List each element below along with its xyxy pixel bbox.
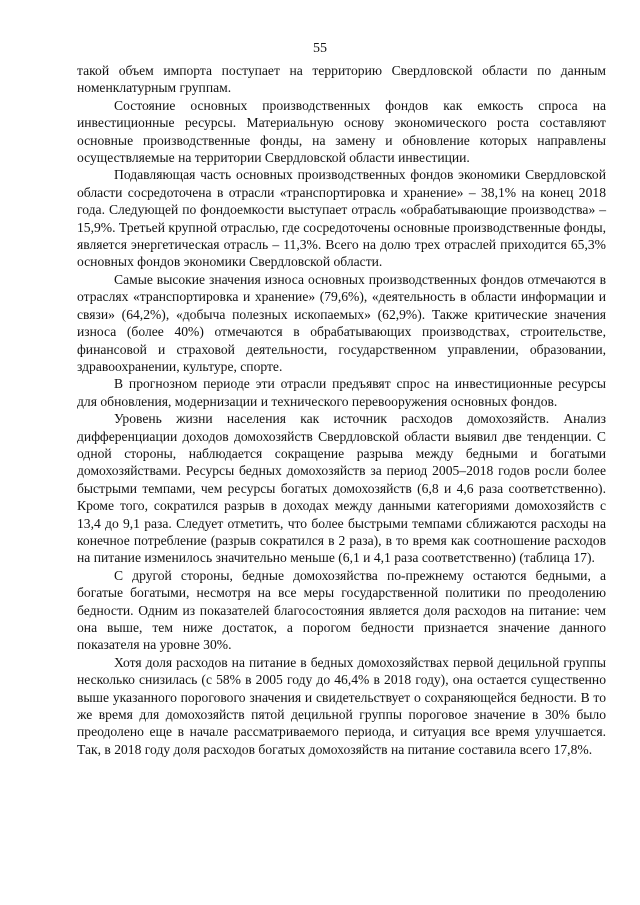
paragraph-poverty: С другой стороны, бедные домохозяйства по-прежнему остаются бедными, а богатые богатыми, несмотря на все меры государственной политики по преодолению бедности. Одним из показателей благосостояния является доля расходов на питание: чем она выше, тем ниже достаток, а порогом бедности признается значение данного показателя на уровне 30%. xyxy=(77,567,606,653)
body-text xyxy=(77,62,606,758)
paragraph-depreciation: Самые высокие значения износа основных производственных фондов отмечаются в отраслях «транспортировка и хранение» (79,6%), «деятельность в области информации и связи» (64,2%), «добыча полезных ископаемых» (62,9%). Также критические значения износа (более 40%) отмечаются в обрабатывающих производствах, строительстве, финансовой и страховой деятельности, государственном управлении, образовании, здравоохранении, культуре, спорте. xyxy=(77,271,606,374)
paragraph-food-expenses: Хотя доля расходов на питание в бедных домохозяйствах первой децильной группы несколько снизилась (с 58% в 2005 году до 46,4% в 2018 году), она остается существенно выше указанного порогового значения и свидетельствует о сохраняющейся бедности. В то же время для домохозяйств пятой децильной группы пороговое значение в 30% было преодолено еще в начале рассматриваемого периода, и ситуация все время улучшается. Так, в 2018 году доля расходов богатых домохозяйств на питание составила всего 17,8%. xyxy=(77,654,606,757)
paragraph-fixed-assets-intro: Состояние основных производственных фондов как емкость спроса на инвестиционные ресурсы. Материальную основу экономического роста составляют основные производственные фонды, на замену и обновление которых направлены осуществляемые на территории Свердловской области инвестиции. xyxy=(77,97,606,166)
paragraph-fixed-assets-structure: Подавляющая часть основных производственных фондов экономики Свердловской области сосредоточена в отрасли «транспортировка и хранение» – 38,1% на конец 2018 года. Следующей по фондоемкости выступает отрасль «обрабатывающие производства» – 15,9%. Третьей крупной отраслью, где сосредоточены основные производственные фонды, является энергетическая отрасль – 11,3%. Всего на долю трех отраслей приходится 65,3% основных фондов экономики Свердловской области. xyxy=(77,167,606,270)
page-number: 55 xyxy=(313,41,327,56)
paragraph-continuation: такой объем импорта поступает на территорию Свердловской области по данным номенклатурным группам. xyxy=(77,63,606,96)
paragraph-forecast: В прогнозном периоде эти отрасли предъявят спрос на инвестиционные ресурсы для обновления, модернизации и технического перевооружения основных фондов. xyxy=(77,376,606,409)
paragraph-living-standards: Уровень жизни населения как источник расходов домохозяйств. Анализ дифференциации доходов домохозяйств Свердловской области выявил две тенденции. С одной стороны, наблюдается сокращение разрыва между бедными и богатыми домохозяйствами. Ресурсы бедных домохозяйств за период 2005–2018 годов росли более быстрыми темпами, чем ресурсы богатых домохозяйств (6,8 и 4,6 раза соответственно). Кроме того, сократился разрыв в доходах между данными категориями домохозяйств с 13,4 до 9,1 раза. Следует отметить, что более быстрыми темпами сближаются расходы на конечное потребление (разрыв сократился в 2 раза), в то время как соотношение расходов на питание изменилось значительно меньше (6,1 и 4,1 раза соответственно) (таблица 17). xyxy=(77,411,606,566)
